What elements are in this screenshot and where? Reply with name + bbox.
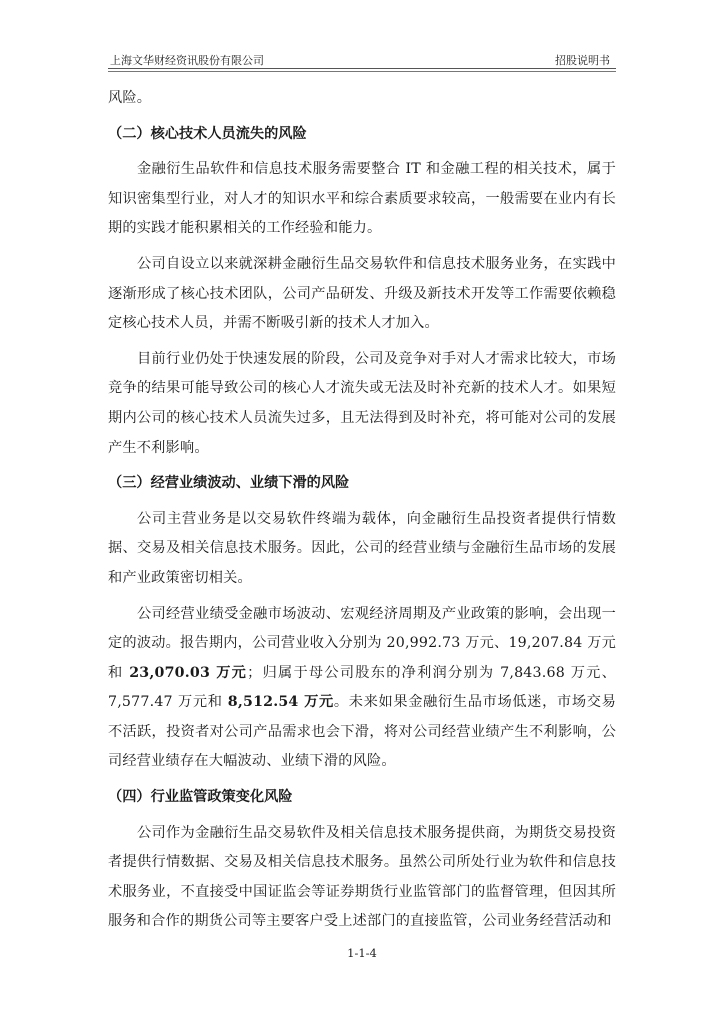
text-run: 公司经营业绩受金融市场波动、宏观经济周期及产业政策的影响，会出现一定的波动。报告期内，公司营业收入分别为 20,992.73 万元、19,207.84 万元和 (108, 605, 616, 681)
text-run: 。未来如果金融衍生品市场低迷，市场交易不活跃，投资者对公司产品需求也会下滑，将对公司经营业绩产生不利影响，公司经营业绩存在大幅波动、业绩下滑的风险。 (108, 694, 616, 770)
section-heading-regulation: （四）行业监管政策变化风险 (108, 789, 293, 806)
paragraph: 目前行业仍处于快速发展的阶段，公司及竞争对手对人才需求比较大，市场竞争的结果可能导致公司的核心人才流失或无法及时补充新的技术人才。如果短期内公司的核心技术人员流失过多，且无法得到及时补充，将可能对公司的发展产生不利影响。 (108, 350, 616, 456)
section-heading-performance: （三）经营业绩波动、业绩下滑的风险 (108, 475, 350, 492)
paragraph-financials (108, 600, 616, 778)
section-heading-core-staff: （二）核心技术人员流失的风险 (108, 125, 307, 142)
header-rule (108, 68, 616, 69)
page-number: 1-1-4 (347, 946, 377, 960)
page-header (108, 50, 616, 68)
revenue-highlight: 23,070.03 万元 (129, 664, 248, 681)
profit-highlight: 8,512.54 万元 (227, 694, 334, 711)
paragraph: 公司主营业务是以交易软件终端为载体，向金融衍生品投资者提供行情数据、交易及相关信息技术服务。因此，公司的经营业绩与金融衍生品市场的发展和产业政策密切相关。 (108, 510, 616, 586)
header-rule-thin (108, 71, 616, 72)
header-company: 上海文华财经资讯股份有限公司 (110, 54, 264, 67)
paragraph: 金融衍生品软件和信息技术服务需要整合 IT 和金融工程的相关技术，属于知识密集型行业，对人才的知识水平和综合素质要求较高，一般需要在业内有长期的实践才能积累相关的工作经验和能力。 (108, 161, 616, 237)
header-doc-type: 招股说明书 (555, 54, 610, 67)
paragraph-continuation: 风险。 (108, 90, 152, 106)
text-run: ；归属于母公司股东的净利润分别为 7,843.68 万元、7,577.47 万元和 (108, 664, 616, 711)
page-body (108, 84, 616, 937)
paragraph: 公司作为金融衍生品交易软件及相关信息技术服务提供商，为期货交易投资者提供行情数据、交易及相关信息技术服务。虽然公司所处行业为软件和信息技术服务业，不直接受中国证监会等证券期货行业监管部门的监督管理，但因其所服务和合作的期货公司等主要客户受上述部门的直接监管，公司业务经营活动和 (108, 824, 616, 930)
paragraph: 公司自设立以来就深耕金融衍生品交易软件和信息技术服务业务，在实践中逐渐形成了核心技术团队，公司产品研发、升级及新技术开发等工作需要依赖稳定核心技术人员，并需不断吸引新的技术人才加入。 (108, 255, 616, 332)
